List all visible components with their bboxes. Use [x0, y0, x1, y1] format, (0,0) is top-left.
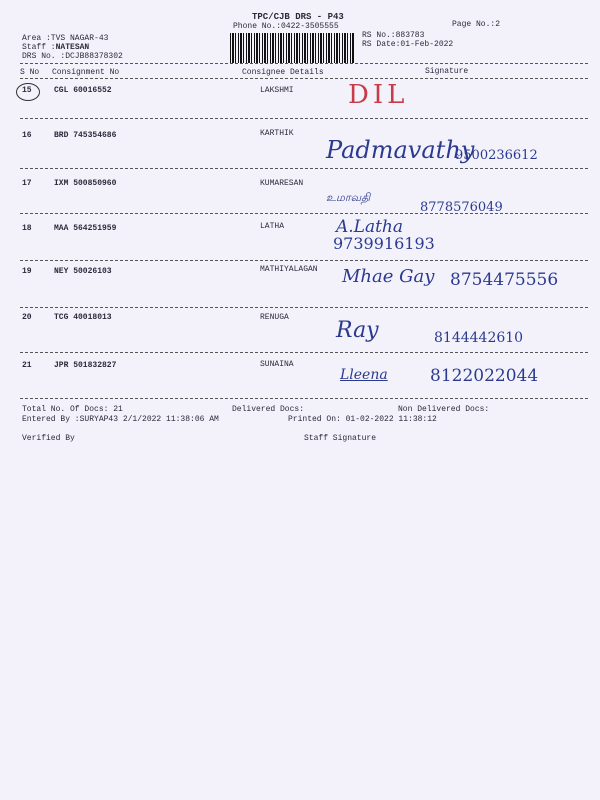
entered-by: Entered By :SURYAP43 2/1/2022 11:38:06 AM	[22, 415, 219, 424]
col-consignee: Consignee Details	[242, 68, 324, 77]
divider	[20, 260, 588, 261]
row-consignment: TCG 40018013	[54, 313, 112, 322]
col-sno: S No	[20, 68, 40, 77]
row-signature: Mhae Gay	[342, 266, 435, 287]
staff-row	[22, 43, 89, 52]
row-consignee: MATHIYALAGAN	[260, 265, 318, 274]
row-phone: 8122022044	[430, 366, 539, 386]
phone-number: Phone No.:0422-3505555	[233, 22, 339, 31]
delivered-docs: Delivered Docs:	[232, 405, 305, 414]
row-consignee: LATHA	[260, 222, 285, 231]
staff-signature: Staff Signature	[304, 434, 377, 443]
rs-number: RS No.:883783	[362, 31, 425, 40]
divider	[20, 307, 588, 308]
row-consignment: IXM 500850960	[54, 179, 117, 188]
row-signature: A.Latha	[336, 217, 404, 237]
col-signature: Signature	[425, 67, 469, 76]
divider	[20, 398, 588, 399]
row-sno: 18	[22, 224, 32, 233]
row-phone: 9739916193	[333, 234, 435, 253]
row-signature: Ray	[336, 318, 379, 343]
col-consignment: Consignment No	[52, 68, 120, 77]
non-delivered-docs: Non Delivered Docs:	[398, 405, 490, 414]
row-consignment: MAA 564251959	[54, 224, 117, 233]
drs-number: DRS No. :DCJB88378302	[22, 52, 123, 61]
row-sno: 21	[22, 361, 32, 370]
row-consignee: KARTHIK	[260, 129, 294, 138]
rs-date: RS Date:01-Feb-2022	[362, 40, 454, 49]
staff-label: Staff :	[22, 43, 56, 52]
row-sno: 17	[22, 179, 32, 188]
total-docs: Total No. Of Docs: 21	[22, 405, 123, 414]
divider	[20, 118, 588, 119]
divider	[20, 63, 588, 64]
row-consignee: SUNAINA	[260, 360, 294, 369]
area-label: Area :TVS NAGAR-43	[22, 34, 109, 43]
row-consignment: NEY 50026103	[54, 267, 112, 276]
row-consignee: RENUGA	[260, 313, 289, 322]
page-number: Page No.:2	[452, 20, 501, 29]
row-phone: 8144442610	[434, 330, 524, 346]
row-phone: 9500236612	[455, 148, 538, 163]
row-signature: DIL	[348, 80, 409, 110]
printed-on: Printed On: 01-02-2022 11:38:12	[288, 415, 437, 424]
row-signature: Lleena	[340, 367, 388, 383]
row-signature: Padmavathy	[326, 136, 475, 164]
barcode	[230, 33, 354, 63]
row-signature: உமாவதி	[326, 191, 371, 204]
row-sno: 19	[22, 267, 32, 276]
row-sno: 16	[22, 131, 32, 140]
divider	[20, 213, 588, 214]
verified-by: Verified By	[22, 434, 75, 443]
row-consignee: LAKSHMI	[260, 86, 294, 95]
divider	[20, 78, 588, 79]
document-title: TPC/CJB DRS - P43	[252, 12, 344, 22]
row-consignee: KUMARESAN	[260, 179, 304, 188]
divider	[20, 168, 588, 169]
row-consignment: CGL 60016552	[54, 86, 112, 95]
row-consignment: BRD 745354686	[54, 131, 117, 140]
row-phone: 8754475556	[450, 270, 559, 290]
row-sno: 15	[22, 86, 32, 95]
staff-name: NATESAN	[55, 43, 90, 52]
row-phone: 8778576049	[420, 200, 503, 215]
row-consignment: JPR 501832827	[54, 361, 117, 370]
divider	[20, 352, 588, 353]
row-sno: 20	[22, 313, 32, 322]
